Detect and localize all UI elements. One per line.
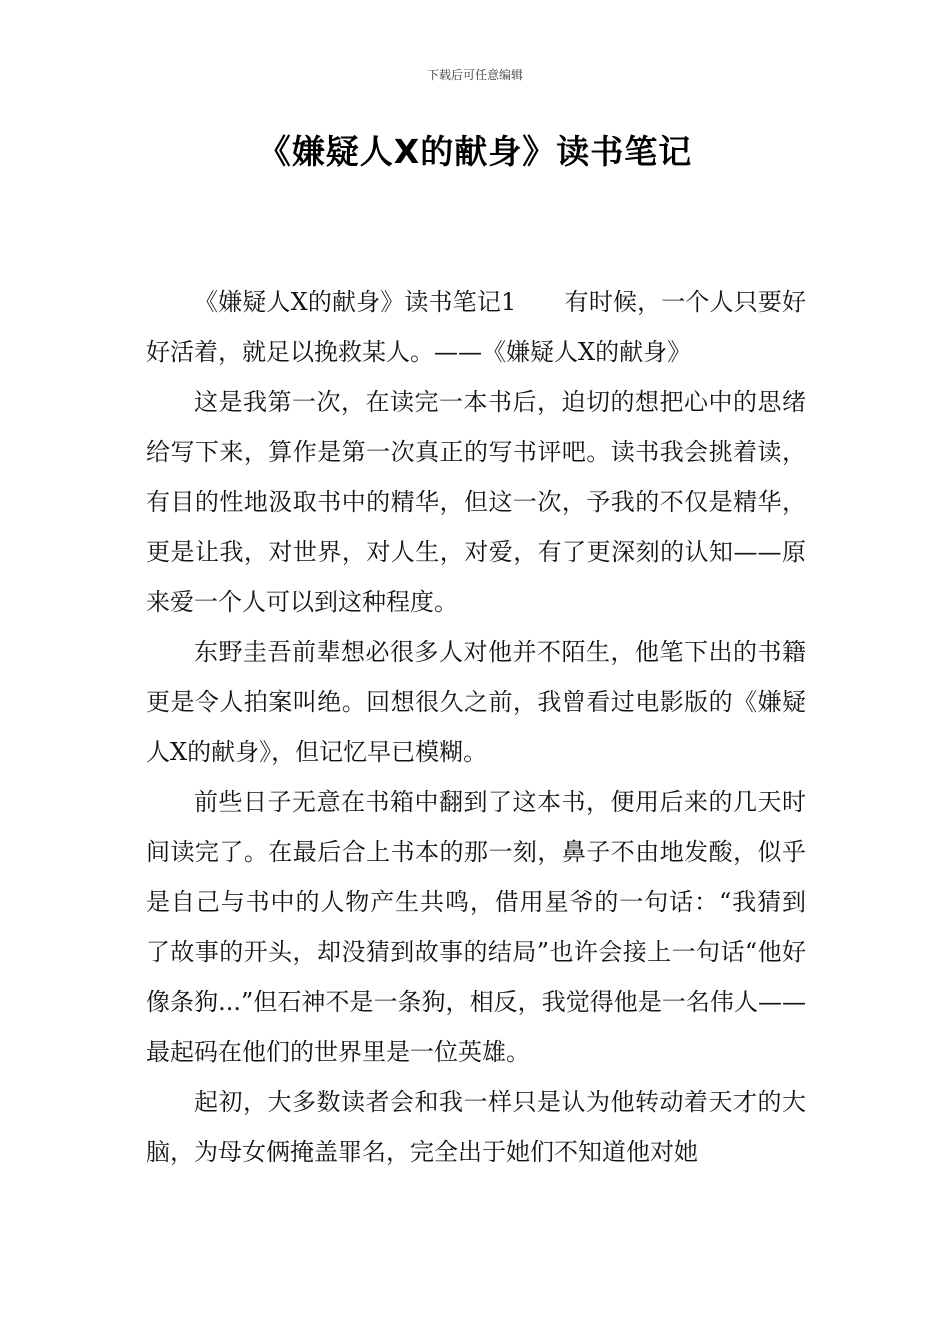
paragraph: 《嫌疑人X的献身》读书笔记1 有时候，一个人只要好好活着，就足以挽救某人。——《嫌疑人X的献身》: [146, 288, 806, 366]
header-note: 下载后可任意编辑: [426, 68, 523, 82]
paragraph: 这是我第一次，在读完一本书后，迫切的想把心中的思绪给写下来，算作是第一次真正的写书评吧。读书我会挑着读，有目的性地汲取书中的精华，但这一次，予我的不仅是精华，更是让我，对世界，对人生，对爱，有了更深刻的认知——原来爱一个人可以到这种程度。: [146, 388, 806, 616]
paragraph: 东野圭吾前辈想必很多人对他并不陌生，他笔下出的书籍更是令人拍案叫绝。回想很久之前，我曾看过电影版的《嫌疑人X的献身》，但记忆早已模糊。: [146, 638, 806, 766]
paragraph: 前些日子无意在书箱中翻到了这本书，便用后来的几天时间读完了。在最后合上书本的那一刻，鼻子不由地发酸，似乎是自己与书中的人物产生共鸣，借用星爷的一句话：“我猜到了故事的开头，却没猜到故事的结局”也许会接上一句话“他好像条狗...”但石神不是一条狗，相反，我觉得他是一名伟人——最起码在他们的世界里是一位英雄。: [146, 788, 806, 1066]
paragraph: 起初，大多数读者会和我一样只是认为他转动着天才的大脑，为母女俩掩盖罪名，完全出于她们不知道他对她: [146, 1088, 806, 1166]
document-body: [146, 277, 806, 1177]
document-title: 《嫌疑人X的献身》读书笔记: [257, 132, 693, 171]
